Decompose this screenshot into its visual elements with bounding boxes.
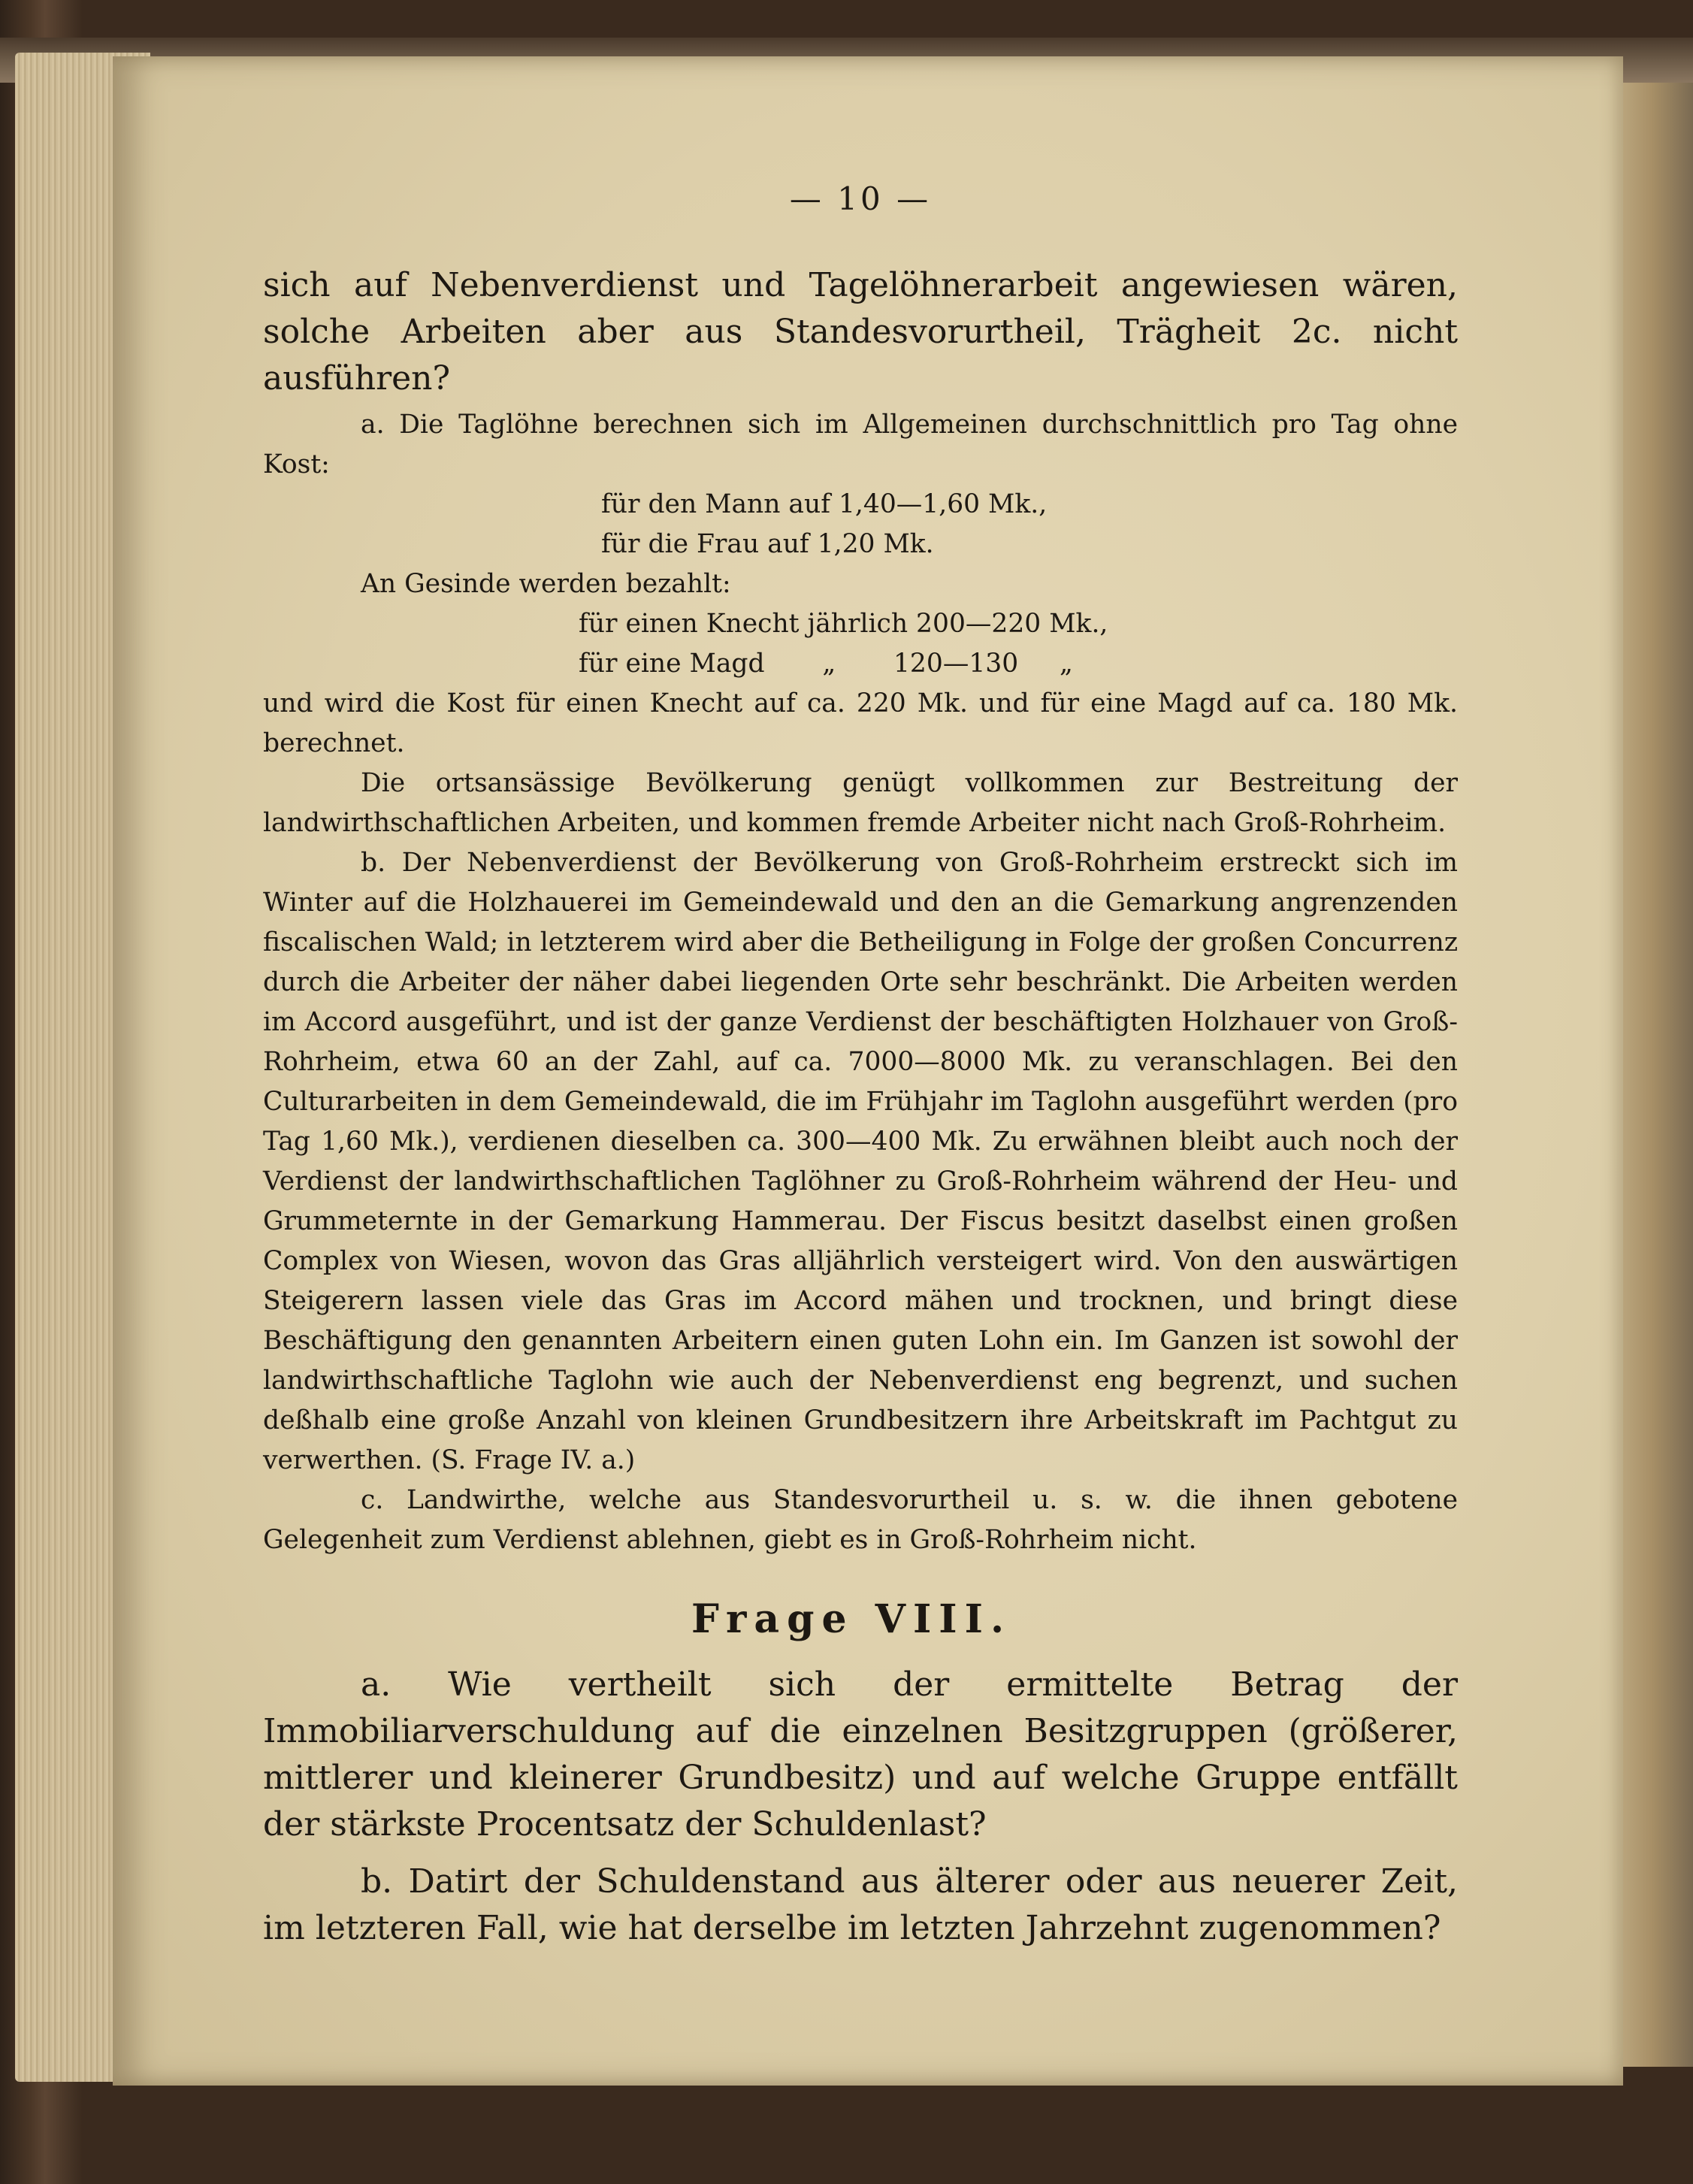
answer-b: b. Der Nebenverdienst der Bevölkerung von Groß-Rohrheim erstreckt sich im Winter auf die Holzhauerei im Gemeindewald und den an die Gemarkung angrenzenden fiscalischen Wald; in letzterem wird aber die Betheiligung in Folge der großen Concurrenz durch die Arbeiter der näher dabei liegenden Orte sehr beschränkt. Die Arbeiten werden im Accord ausgeführt, und ist der ganze Verdienst der beschäftigten Holzhauer von Groß-Rohrheim, etwa 60 an der Zahl, auf ca. 7000—8000 Mk. zu veranschlagen. Bei den Culturarbeiten in dem Gemeindewald, die im Frühjahr im Taglohn ausgeführt werden (pro Tag 1,60 Mk.), verdienen dieselben ca. 300—400 Mk. Zu erwähnen bleibt auch noch der Verdienst der landwirthschaftlichen Taglöhner zu Groß-Rohrheim während der Heu- und Grummeternte in der Gemarkung Hammerau. Der Fiscus besitzt daselbst einen großen Complex von Wiesen, wovon das Gras alljährlich versteigert wird. Von den auswärtigen Steigerern lassen viele das Gras im Accord mähen und trocknen, und bringt diese Beschäftigung den genannten Arbeitern einen guten Lohn ein. Im Ganzen ist sowohl der landwirthschaftliche Taglohn wie auch der Nebenverdienst eng begrenzt, und suchen deßhalb eine große Anzahl von kleinen Grundbesitzern ihre Arbeitskraft im Pachtgut zu verwerthen. (S. Frage IV. a.) (263, 848, 1458, 1475)
page-number: — 10 — (789, 180, 932, 217)
wage-woman: für die Frau auf 1,20 Mk. (601, 529, 934, 559)
section-heading: Frage VIII. (691, 1596, 1012, 1642)
servants-intro: An Gesinde werden bezahlt: (361, 569, 731, 599)
population-text: Die ortsansässige Bevölkerung genügt vollkommen zur Bestreitung der landwirthschaftlichen Arbeiten, und kommen fremde Arbeiter nicht nach Groß-Rohrheim. (263, 768, 1458, 838)
question-b: b. Datirt der Schuldenstand aus älterer oder aus neuerer Zeit, im letzteren Fall, wie hat derselbe im letzten Jahrzehnt zugenommen? (263, 1862, 1458, 1947)
servant-knecht: für einen Knecht jährlich 200—220 Mk., (579, 609, 1108, 639)
kost-text: und wird die Kost für einen Knecht auf ca. 220 Mk. und für eine Magd auf ca. 180 Mk. berechnet. (263, 688, 1458, 758)
page-content (263, 180, 1458, 1952)
answer-c: c. Landwirthe, welche aus Standesvorurtheil u. s. w. die ihnen gebotene Gelegenheit zum Verdienst ablehnen, giebt es in Groß-Rohrheim nicht. (263, 1485, 1458, 1555)
question-a: a. Wie vertheilt sich der ermittelte Betrag der Immobiliarverschuldung auf die einzelnen Besitzgruppen (größerer, mittlerer und kleinerer Grundbesitz) und auf welche Gruppe entfällt der stärkste Procentsatz der Schuldenlast? (263, 1665, 1458, 1844)
facing-page-edge (1623, 83, 1693, 2067)
intro-question: sich auf Nebenverdienst und Tagelöhnerarbeit angewiesen wären, solche Arbeiten aber aus Standesvorurtheil, Trägheit 2c. nicht ausführen? (263, 266, 1458, 398)
answer-a-intro: a. Die Taglöhne berechnen sich im Allgemeinen durchschnittlich pro Tag ohne Kost: (263, 410, 1458, 479)
servant-magd: für eine Magd „ 120—130 „ (579, 649, 1073, 679)
wage-man: für den Mann auf 1,40—1,60 Mk., (601, 489, 1048, 519)
